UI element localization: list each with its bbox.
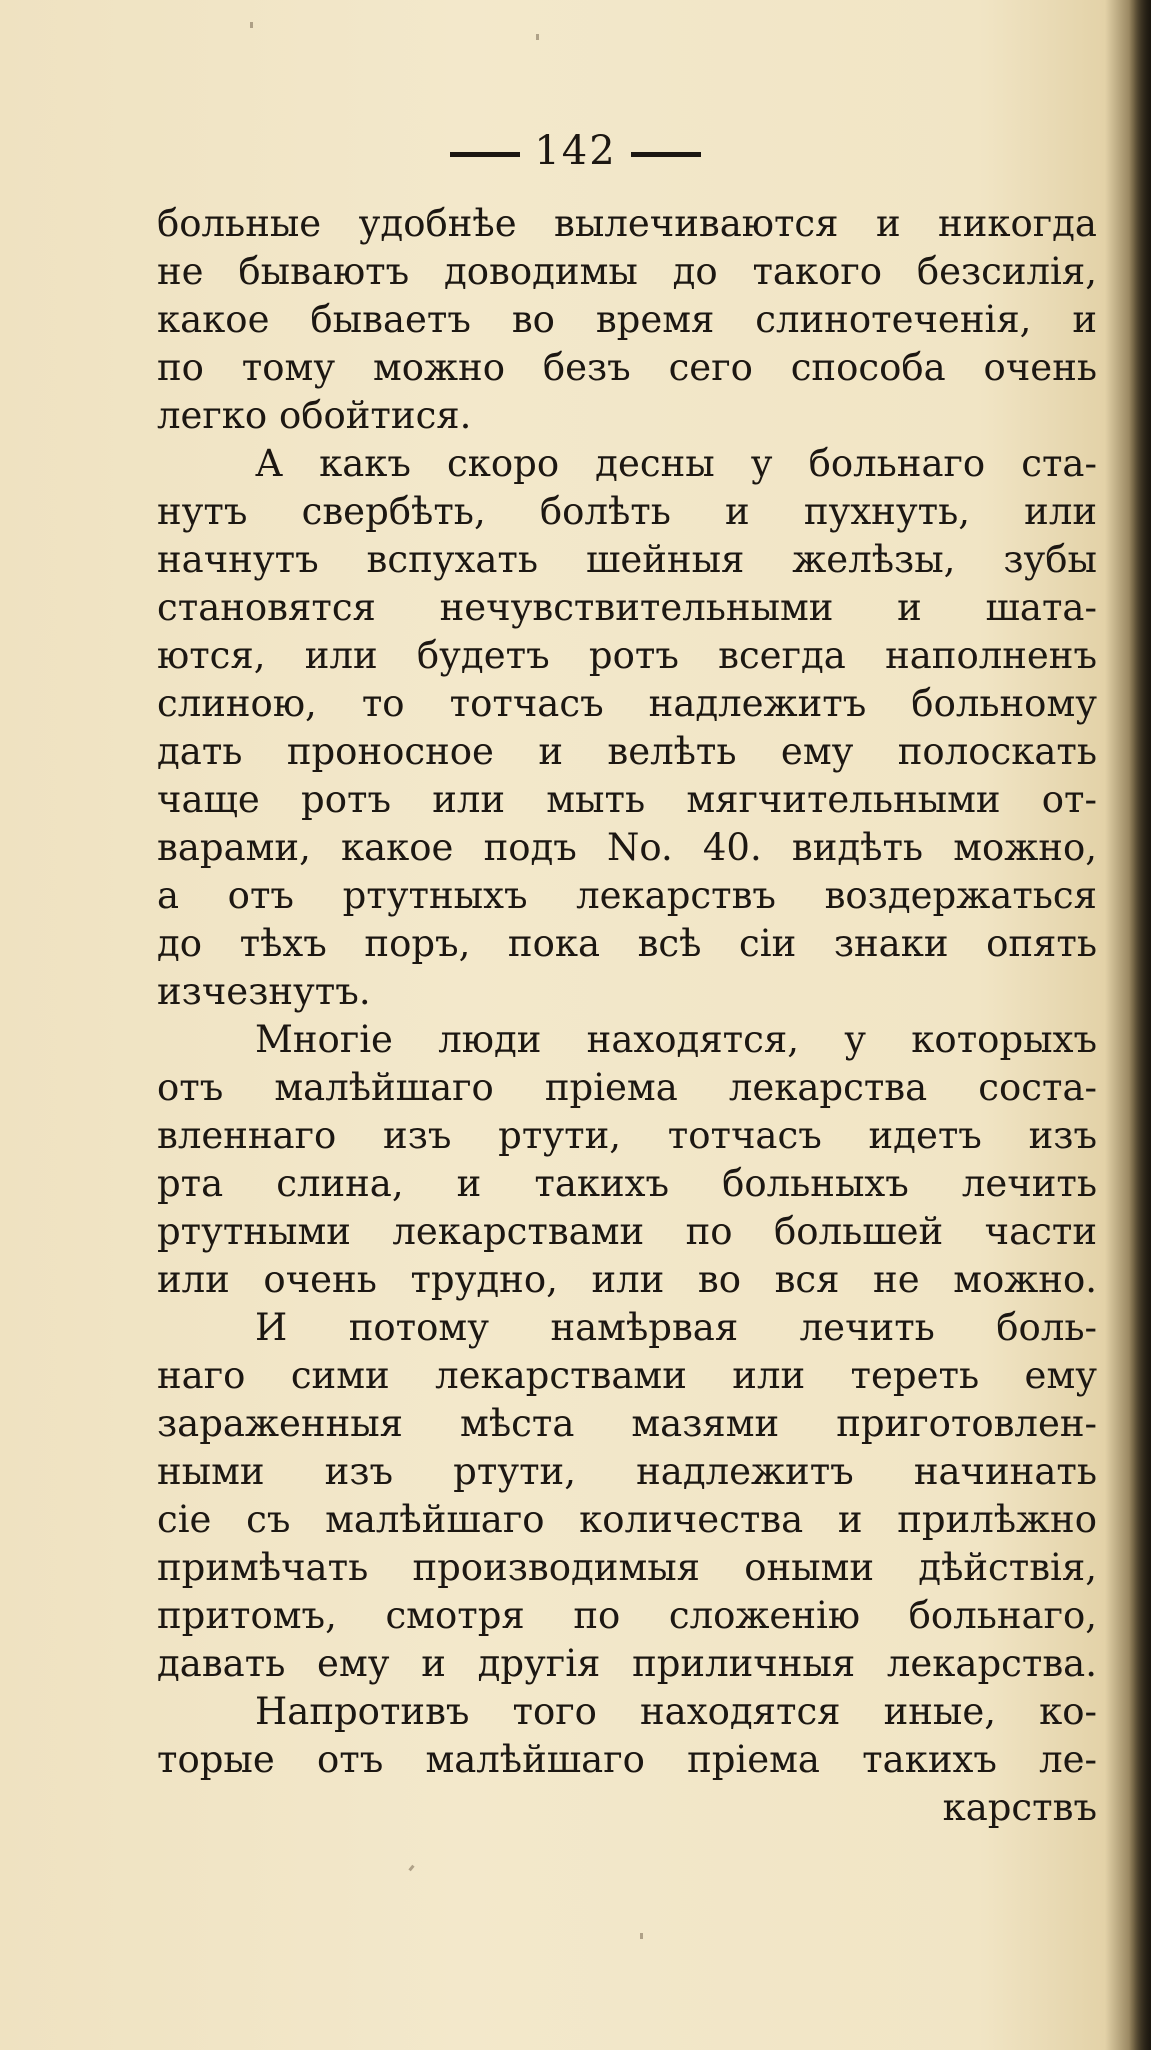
catchword: карствъ [942,1786,1097,1829]
page-edge-shadow [1129,0,1151,2050]
text-line: изчезнутъ. [157,970,371,1013]
page-number: 142 [534,128,617,174]
text-line: больные удобнѣе вылечиваются и никогда [157,202,1097,245]
text-line: нутъ свербѣть, болѣть и пухнуть, или [157,490,1097,533]
text-line: становятся нечувствительными и шата- [157,586,1097,629]
paper-speck [640,1933,643,1939]
text-line: ртутными лекарствами по большей части [157,1210,1097,1253]
text-line: наго сими лекарствами или тереть ему [157,1354,1097,1397]
text-line: чаще ротъ или мыть мягчительными от- [157,778,1097,821]
text-line: начнутъ вспухать шейныя желѣзы, зубы [157,538,1097,581]
paper-speck [408,1865,414,1872]
text-line: Напротивъ того находятся иные, ко- [255,1690,1097,1733]
page-header [0,128,1151,174]
text-line: давать ему и другія приличныя лекарства. [157,1642,1097,1685]
text-line: притомъ, смотря по сложенію больнаго, [157,1594,1097,1637]
text-line: варами, какое подъ No. 40. видѣть можно, [157,826,1097,869]
text-line: И потому намѣрвая лечить боль- [255,1306,1097,1349]
text-line: ными изъ ртути, надлежитъ начинать [157,1450,1097,1493]
text-line: не бываютъ доводимы до такого безсилія, [157,250,1097,293]
text-line: торые отъ малѣйшаго пріема такихъ ле- [157,1738,1097,1781]
text-line: рта слина, и такихъ больныхъ лечить [157,1162,1097,1205]
header-dash-left [450,152,520,157]
text-line: А какъ скоро десны у больнаго ста- [255,442,1097,485]
paper-speck [250,22,253,28]
text-line: вленнаго изъ ртути, тотчасъ идетъ изъ [157,1114,1097,1157]
text-line: по тому можно безъ сего способа очень [157,346,1097,389]
paper-speck [536,34,539,40]
text-line: примѣчать производимыя оными дѣйствія, [157,1546,1097,1589]
text-line: ются, или будетъ ротъ всегда наполненъ [157,634,1097,677]
text-line: отъ малѣйшаго пріема лекарства соста- [157,1066,1097,1109]
header-dash-right [631,152,701,157]
text-line: до тѣхъ поръ, пока всѣ сіи знаки опять [157,922,1097,965]
text-line: слиною, то тотчасъ надлежитъ больному [157,682,1097,725]
text-line: сіе съ малѣйшаго количества и прилѣжно [157,1498,1097,1541]
text-line: зараженныя мѣста мазями приготовлен- [157,1402,1097,1445]
body-text [157,200,1097,1832]
text-line: какое бываетъ во время слинотеченія, и [157,298,1097,341]
text-line: Многіе люди находятся, у которыхъ [255,1018,1097,1061]
text-line: а отъ ртутныхъ лекарствъ воздержаться [157,874,1097,917]
text-line: легко обойтися. [157,394,472,437]
text-line: дать проносное и велѣть ему полоскать [157,730,1097,773]
text-line: или очень трудно, или во вся не можно. [157,1258,1097,1301]
